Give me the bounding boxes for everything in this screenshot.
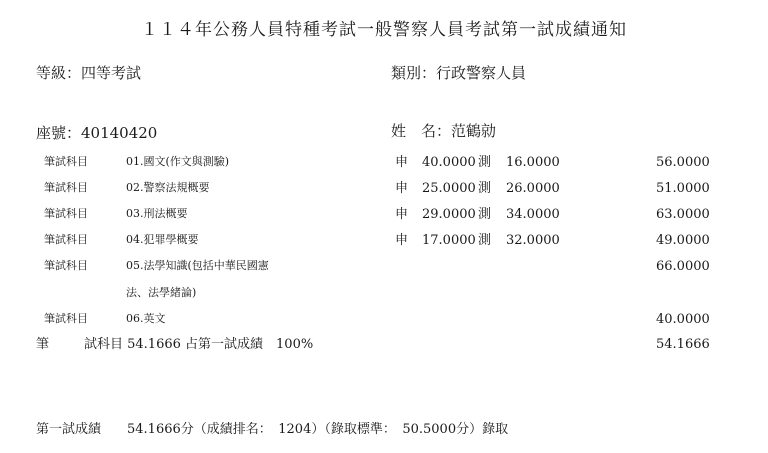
row-total: 40.0000 (656, 312, 710, 327)
row-kind: 筆試科目 (44, 207, 88, 220)
row-subject: 04.犯罪學概要 (126, 233, 199, 246)
row-kind: 筆試科目 (44, 181, 88, 194)
row-kind: 筆試科目 (44, 233, 88, 246)
row-ce-score: 16.0000 (506, 155, 560, 170)
exam-category: 類別：行政警察人員 (391, 64, 527, 82)
row-kind: 筆試科目 (44, 155, 88, 168)
final-result: 第一試成績 54.1666分（成績排名： 1204）（錄取標準： 50.5000分）錄取 (36, 422, 509, 437)
row-subject: 05.法學知識(包括中華民國憲 (126, 259, 269, 272)
row-subject-continued: 法、法學緒論) (126, 286, 197, 299)
exam-level: 等級：四等考試 (36, 64, 142, 82)
row-ce-label: 測 (478, 155, 492, 170)
row-total: 63.0000 (656, 207, 710, 222)
row-ce-score: 32.0000 (506, 233, 560, 248)
row-shen-label: 申 (395, 181, 409, 196)
row-subject: 06.英文 (126, 312, 166, 325)
row-shen-score: 29.0000 (422, 207, 476, 222)
row-total: 49.0000 (656, 233, 710, 248)
row-kind: 筆試科目 (44, 259, 88, 272)
candidate-name: 姓 名：范鶴勍 (391, 122, 497, 140)
summary-text: 試科目 54.1666 占第一試成績 100% (84, 337, 314, 352)
row-subject: 01.國文(作文與測驗) (126, 155, 230, 168)
row-shen-score: 25.0000 (422, 181, 476, 196)
row-subject: 02.警察法規概要 (126, 181, 210, 194)
row-ce-score: 26.0000 (506, 181, 560, 196)
notice-title: １１４年公務人員特種考試一般警察人員考試第一試成績通知 (141, 20, 627, 40)
summary-label-start: 筆 (36, 337, 50, 352)
row-total: 51.0000 (656, 181, 710, 196)
summary-total: 54.1666 (656, 337, 710, 352)
row-total: 56.0000 (656, 155, 710, 170)
row-ce-label: 測 (478, 207, 492, 222)
row-shen-label: 申 (395, 155, 409, 170)
row-shen-score: 17.0000 (422, 233, 476, 248)
row-total: 66.0000 (656, 259, 710, 274)
row-kind: 筆試科目 (44, 312, 88, 325)
row-shen-score: 40.0000 (422, 155, 476, 170)
row-ce-label: 測 (478, 233, 492, 248)
row-subject: 03.刑法概要 (126, 207, 188, 220)
seat-number: 座號：40140420 (36, 124, 158, 142)
row-shen-label: 申 (395, 207, 409, 222)
row-shen-label: 申 (395, 233, 409, 248)
row-ce-label: 測 (478, 181, 492, 196)
row-ce-score: 34.0000 (506, 207, 560, 222)
